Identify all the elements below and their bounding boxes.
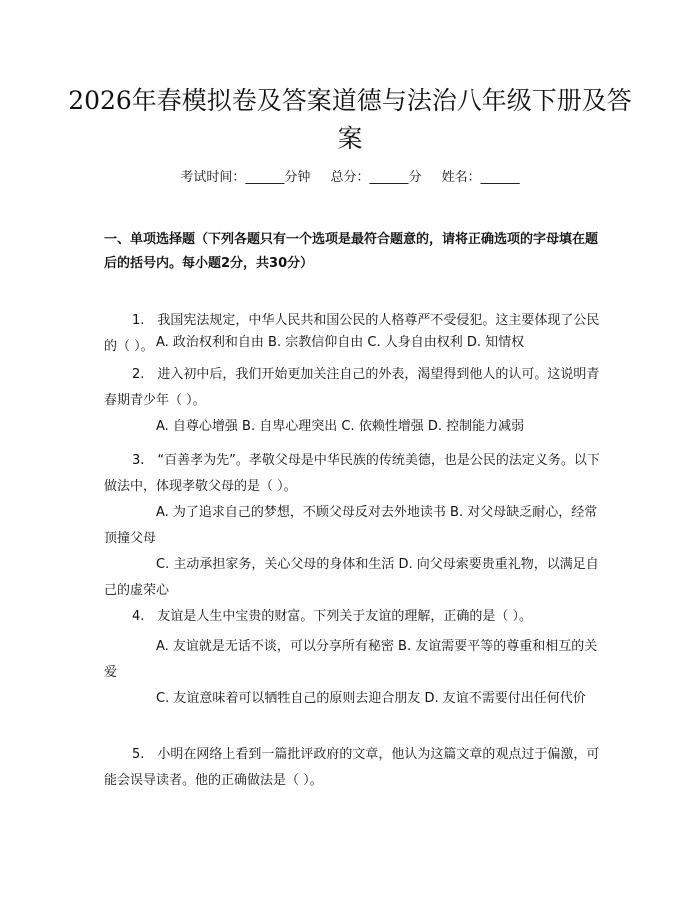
total-score-field: 总分：______分 xyxy=(330,170,422,185)
exam-meta xyxy=(0,168,700,188)
question-2-options: A. 自尊心增强 B. 自卑心理突出 C. 依赖性增强 D. 控制能力减弱 xyxy=(156,419,525,434)
question-4-options-ab: A. 友谊就是无话不谈，可以分享所有秘密 B. 友谊需要平等的尊重和相互的关爱 xyxy=(104,639,598,680)
question-4-stem: 4. 友谊是人生中宝贵的财富。下列关于友谊的理解，正确的是（ ）。 xyxy=(132,609,533,624)
name-field: 姓名：______ xyxy=(441,170,520,185)
section-heading: 一、单项选择题（下列各题只有一个选项是最符合题意的，请将正确选项的字母填在题后的括号内。每小题2分，共30分） xyxy=(104,232,599,271)
question-1-options: A. 政治权利和自由 B. 宗教信仰自由 C. 人身自由权利 D. 知情权 xyxy=(156,335,525,350)
question-3-stem: 3. “百善孝为先”。孝敬父母是中华民族的传统美德，也是公民的法定义务。以下做法中，体现孝敬父母的是（ ）。 xyxy=(104,453,600,494)
question-1-stem: 1. 我国宪法规定，中华人民共和国公民的人格尊严不受侵犯。这主要体现了公民的（ ）。 xyxy=(104,313,600,354)
question-3-options-ab: A. 为了追求自己的梦想，不顾父母反对去外地读书 B. 对父母缺乏耐心，经常顶撞父母 xyxy=(104,505,598,546)
question-5-stem: 5. 小明在网络上看到一篇批评政府的文章，他认为这篇文章的观点过于偏激，可能会误导读者。他的正确做法是（ ）。 xyxy=(104,747,600,788)
question-3-options-cd: C. 主动承担家务，关心父母的身体和生活 D. 向父母索要贵重礼物，以满足自己的虚荣心 xyxy=(104,557,599,598)
question-2-stem: 2. 进入初中后，我们开始更加关注自己的外表，渴望得到他人的认可。这说明青春期青少年（ ）。 xyxy=(104,367,600,408)
question-4-options-cd: C. 友谊意味着可以牺牲自己的原则去迎合朋友 D. 友谊不需要付出任何代价 xyxy=(156,691,586,706)
page-title: 2026年春模拟卷及答案道德与法治八年级下册及答案 xyxy=(68,86,632,153)
exam-time-field: 考试时间：______分钟 xyxy=(180,170,311,185)
